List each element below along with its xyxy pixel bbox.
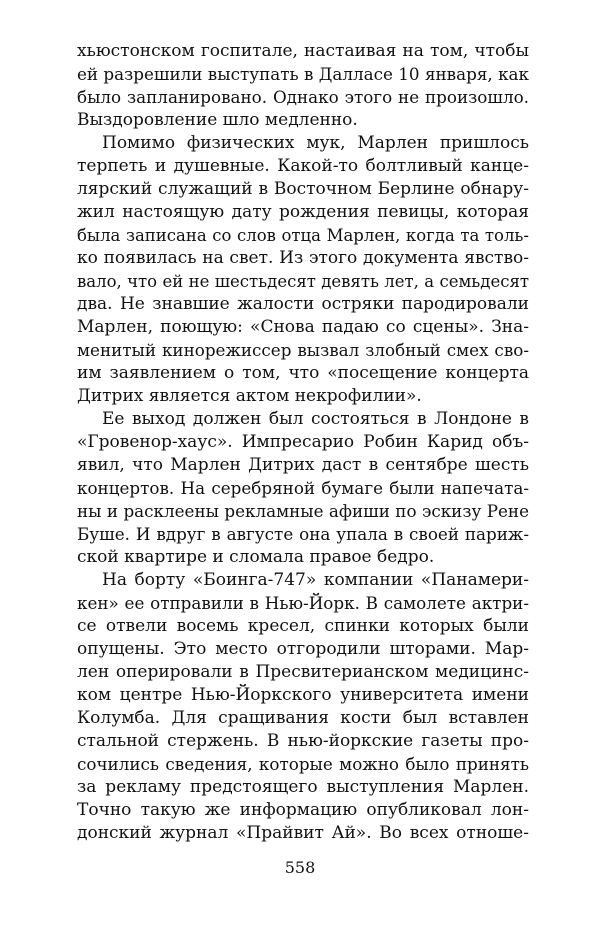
text-line: концертов. На серебряной бумаге были напечата- xyxy=(77,478,529,498)
text-line: им заявлением о том, что «посещение концерта xyxy=(77,363,529,383)
page-number: 558 xyxy=(284,858,316,877)
text-line: терпеть и душевные. Какой-то болтливый канце- xyxy=(77,156,529,176)
text-line: На борту «Боинга-747» компании «Панамери- xyxy=(102,570,529,590)
text-line: Помимо физических мук, Марлен пришлось xyxy=(102,133,529,153)
text-line: Ее выход должен был состояться в Лондоне в xyxy=(102,409,529,429)
text-line: ей разрешили выступать в Далласе 10 января, как xyxy=(77,64,529,84)
text-line: Точно такую же информацию опубликовал лон- xyxy=(77,800,529,820)
text-line: лен оперировали в Пресвитерианском медицинс- xyxy=(77,662,529,682)
body-text xyxy=(77,40,529,845)
text-line: Буше. И вдруг в августе она упала в своей париж- xyxy=(77,524,529,544)
text-line: Марлен, поющую: «Снова падаю со сцены». Зна- xyxy=(77,317,529,337)
text-line: Выздоровление шло медленно. xyxy=(77,110,358,130)
text-line: за рекламу предстоящего выступления Марлен. xyxy=(77,777,529,797)
text-line: явил, что Марлен Дитрих даст в сентябре шесть xyxy=(77,455,529,475)
text-line: жил настоящую дату рождения певицы, которая xyxy=(77,202,529,222)
text-line: хьюстонском госпитале, настаивая на том, чтобы xyxy=(77,41,529,61)
text-line: ком центре Нью-Йоркского университета имени xyxy=(77,685,529,705)
text-line: ко появилась на свет. Из этого документа явство- xyxy=(77,248,529,268)
text-line: было запланировано. Однако этого не произошло. xyxy=(77,87,529,107)
text-line: опущены. Это место отгородили шторами. Мар- xyxy=(77,639,529,659)
text-line: «Гровенор-хаус». Импресарио Робин Карид объ- xyxy=(77,432,529,452)
text-line: ской квартире и сломала правое бедро. xyxy=(77,547,435,567)
text-line: стальной стержень. В нью-йоркские газеты про- xyxy=(77,731,529,751)
text-line: менитый кинорежиссер вызвал злобный смех сво- xyxy=(77,340,529,360)
text-line: се отвели восемь кресел, спинки которых были xyxy=(77,616,529,636)
text-line: донский журнал «Прайвит Ай». Во всех отноше- xyxy=(77,823,529,843)
text-line: вало, что ей не шестьдесят девять лет, а семьдесят xyxy=(77,272,529,291)
text-line: была записана со слов отца Марлен, когда та толь- xyxy=(77,226,529,245)
text-line: Колумба. Для сращивания кости был вставлен xyxy=(77,708,529,728)
text-line: сочились сведения, которые можно было принять xyxy=(77,754,529,774)
text-line: два. Не знавшие жалости остряки пародировали xyxy=(77,294,529,314)
text-line: ны и расклеены рекламные афиши по эскизу Рене xyxy=(77,501,529,521)
text-line: кен» ее отправили в Нью-Йорк. В самолете актри- xyxy=(77,593,529,613)
text-line: Дитрих является актом некрофилии». xyxy=(77,386,422,406)
text-line: лярский служащий в Восточном Берлине обнару- xyxy=(77,179,529,199)
